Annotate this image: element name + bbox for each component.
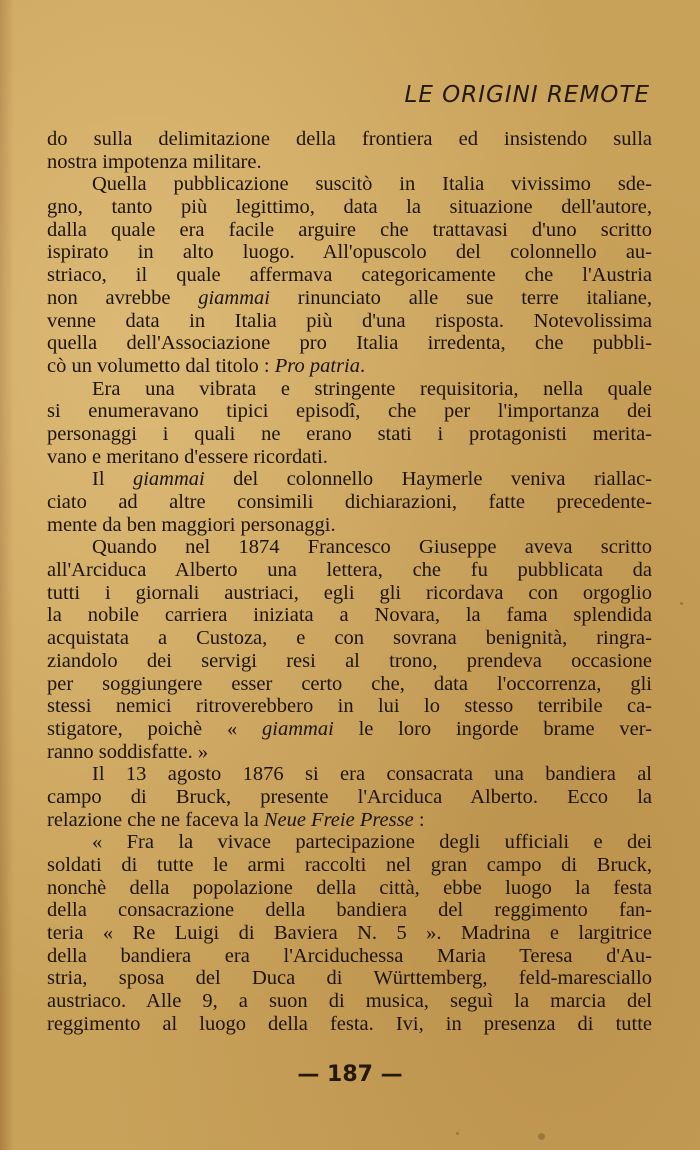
text-run: del colonnello Haymerle veniva riallac- — [204, 468, 652, 491]
text-line: all'Arciduca Alberto una lettera, che fu pubblicata da — [47, 559, 652, 582]
text-line: si enumeravano tipici episodî, che per l'importanza dei — [47, 400, 652, 423]
text-line: reggimento al luogo della festa. Ivi, in presenza di tutte — [47, 1012, 652, 1035]
text-line: tutti i giornali austriaci, egli gli ricordava con orgoglio — [47, 581, 652, 604]
text-line — [47, 718, 652, 741]
paper-speck — [680, 602, 683, 605]
running-head: LE ORIGINI REMOTE — [404, 82, 650, 108]
text-line: stria, sposa del Duca di Württemberg, feld-maresciallo — [47, 967, 652, 990]
text-run: Il — [92, 468, 133, 491]
text-line: austriaco. Alle 9, a suon di musica, seguì la marcia del — [47, 990, 652, 1013]
text-line: ziandolo dei servigi resi al trono, prendeva occasione — [47, 649, 652, 672]
text-line: ciato ad altre consimili dichiarazioni, fatte precedente- — [47, 491, 652, 513]
italic-text: giammai — [262, 717, 334, 740]
text-line: dalla quale era facile arguire che trattavasi d'uno scritto — [47, 218, 652, 241]
text-line: striaco, il quale affermava categoricamente che l'Austria — [47, 264, 652, 287]
text-line: Il 13 agosto 1876 si era consacrata una bandiera al — [92, 763, 652, 786]
text-run: relazione che ne faceva la — [47, 808, 264, 831]
italic-text: giammai — [198, 286, 270, 309]
italic-text: giammai — [132, 468, 205, 491]
text-run: le loro ingorde brame ver- — [333, 717, 653, 740]
text-line: nostra impotenza militare. — [47, 150, 262, 173]
text-line: personaggi i quali ne erano stati i protagonisti merita- — [47, 422, 652, 445]
text-line: nonchè della popolazione della città, ebbe luogo la festa — [47, 876, 652, 899]
text-line: Quella pubblicazione suscitò in Italia vivissimo sde- — [92, 173, 652, 196]
text-line: soldati di tutte le armi raccolti nel gran campo di Bruck, — [47, 854, 652, 876]
italic-text: Pro patria — [274, 354, 360, 377]
text-line — [47, 809, 652, 832]
text-line: do sulla delimitazione della frontiera ed insistendo sulla — [47, 128, 652, 150]
text-line: stessi nemici ritroverebbero in lui lo stesso terribile ca- — [47, 695, 652, 718]
text-line: per soggiungere esser certo che, data l'occorrenza, gli — [47, 672, 652, 695]
text-line: mente da ben maggiori personaggi. — [47, 513, 336, 536]
text-line: ispirato in alto luogo. All'opuscolo del colonnello au- — [47, 241, 652, 264]
text-line: quella dell'Associazione pro Italia irredenta, che pubbli- — [47, 332, 652, 355]
text-line: della bandiera era l'Arciduchessa Maria Teresa d'Au- — [47, 944, 652, 967]
text-line: la nobile carriera iniziata a Novara, la fama splendida — [47, 604, 652, 627]
text-run: stigatore, poichè « — [47, 717, 263, 740]
text-run: cò un volumetto dal titolo : — [47, 354, 275, 377]
text-line: teria « Re Luigi di Baviera N. 5 ». Madrina e largitrice — [47, 922, 652, 945]
body-text — [47, 128, 652, 1036]
page-number: — 187 — — [297, 1062, 403, 1087]
text-line: vano e meritano d'essere ricordati. — [47, 445, 328, 468]
text-line: « Fra la vivace partecipazione degli ufficiali e dei — [92, 831, 652, 854]
italic-text: Neue Freie Presse — [263, 808, 414, 831]
text-run: : — [413, 808, 425, 831]
text-line: campo di Bruck, presente l'Arciduca Alberto. Ecco la — [47, 785, 652, 808]
text-line: Era una vibrata e stringente requisitoria, nella quale — [92, 377, 652, 400]
paper-speck — [456, 1132, 459, 1135]
text-line: acquistata a Custoza, e con sovrana benignità, ringra- — [47, 627, 652, 650]
text-line: ranno soddisfatte. » — [47, 740, 209, 763]
text-line — [47, 468, 652, 491]
paper-speck — [538, 1133, 545, 1140]
text-run: rinunciato alle sue terre italiane, — [269, 286, 653, 309]
text-run: non avrebbe — [47, 286, 199, 309]
text-line: gno, tanto più legittimo, data la situazione dell'autore, — [47, 196, 652, 219]
text-run: . — [360, 354, 366, 377]
text-line: della consacrazione della bandiera del reggimento fan- — [47, 899, 652, 922]
text-line: Quando nel 1874 Francesco Giuseppe aveva scritto — [92, 536, 652, 559]
text-line — [47, 355, 652, 378]
text-line — [47, 287, 652, 310]
text-line: venne data in Italia più d'una risposta. Notevolissima — [47, 309, 652, 332]
